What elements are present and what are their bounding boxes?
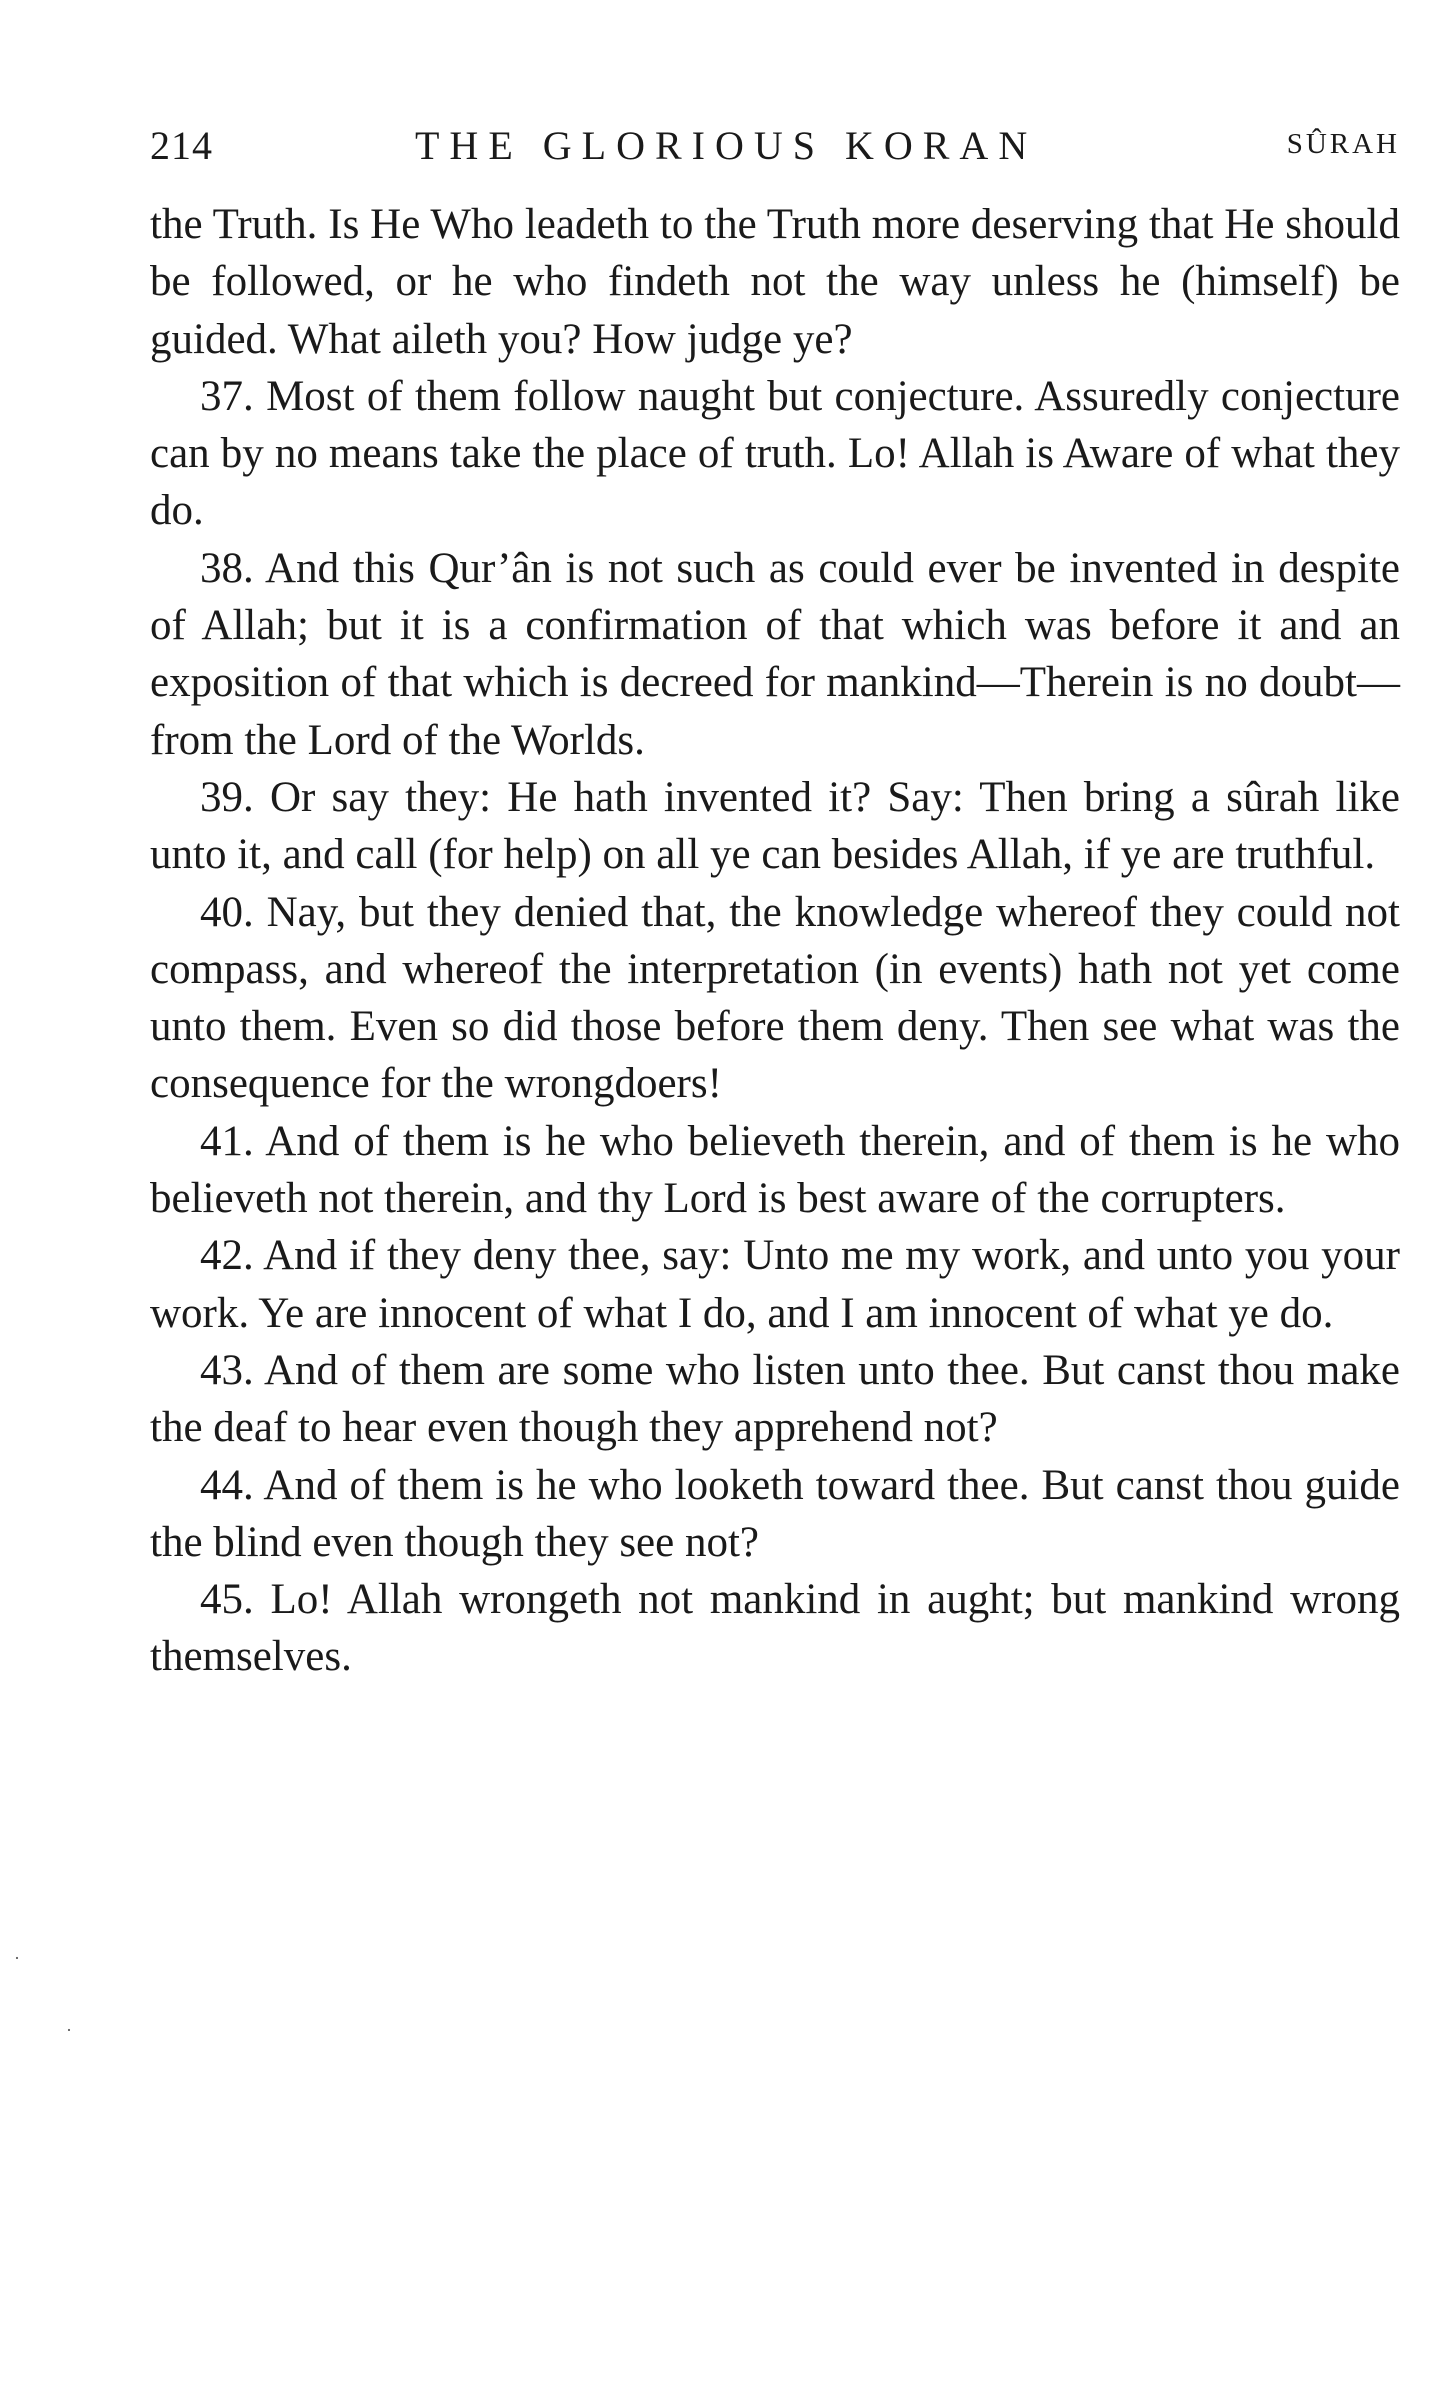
verse-43: 43. And of them are some who listen unto thee. But canst thou make the deaf to hear even though they apprehend not?	[150, 1346, 1400, 1452]
page-header	[150, 122, 1400, 182]
page-number: 214	[150, 123, 213, 168]
margin-speck: ·	[14, 1948, 20, 1968]
verse-37: 37. Most of them follow naught but conjecture. Assuredly conjecture can by no means take the place of truth. Lo! Allah is Aware of what they do.	[150, 372, 1400, 535]
running-title: THE GLORIOUS KORAN	[415, 123, 1038, 168]
verse-41: 41. And of them is he who believeth therein, and of them is he who believeth not therein, and thy Lord is best aware of the corrupters.	[150, 1117, 1400, 1223]
verse-45: 45. Lo! Allah wrongeth not mankind in aught; but mankind wrong themselves.	[150, 1576, 1400, 1681]
body-text	[150, 196, 1400, 1686]
verse-40: 40. Nay, but they denied that, the knowledge whereof they could not compass, and whereof the interpretation (in events) hath not yet come unto them. Even so did those before them deny. Then see what was the consequence for the wrongdoers!	[150, 888, 1400, 1108]
verse-44: 44. And of them is he who looketh toward thee. But canst thou guide the blind even though they see not?	[150, 1461, 1400, 1566]
verse-39: 39. Or say they: He hath invented it? Say: Then bring a sûrah like unto it, and call (for help) on all ye can besides Allah, if ye are truthful.	[150, 773, 1400, 879]
margin-speck: ·	[66, 2020, 72, 2040]
verse-42: 42. And if they deny thee, say: Unto me my work, and unto you your work. Ye are innocent of what I do, and I am innocent of what ye do.	[150, 1232, 1400, 1337]
section-label: SÛRAH	[1286, 128, 1400, 160]
paragraph-continuation: the Truth. Is He Who leadeth to the Truth more deserving that He should be followed, or he who findeth not the way unless he (himself) be guided. What aileth you? How judge ye?	[150, 201, 1400, 363]
verse-38: 38. And this Qur’ân is not such as could ever be invented in despite of Allah; but it is a confirmation of that which was before it and an exposition of that which is decreed for mankind—Therein is no doubt—from the Lord of the Worlds.	[150, 544, 1400, 764]
